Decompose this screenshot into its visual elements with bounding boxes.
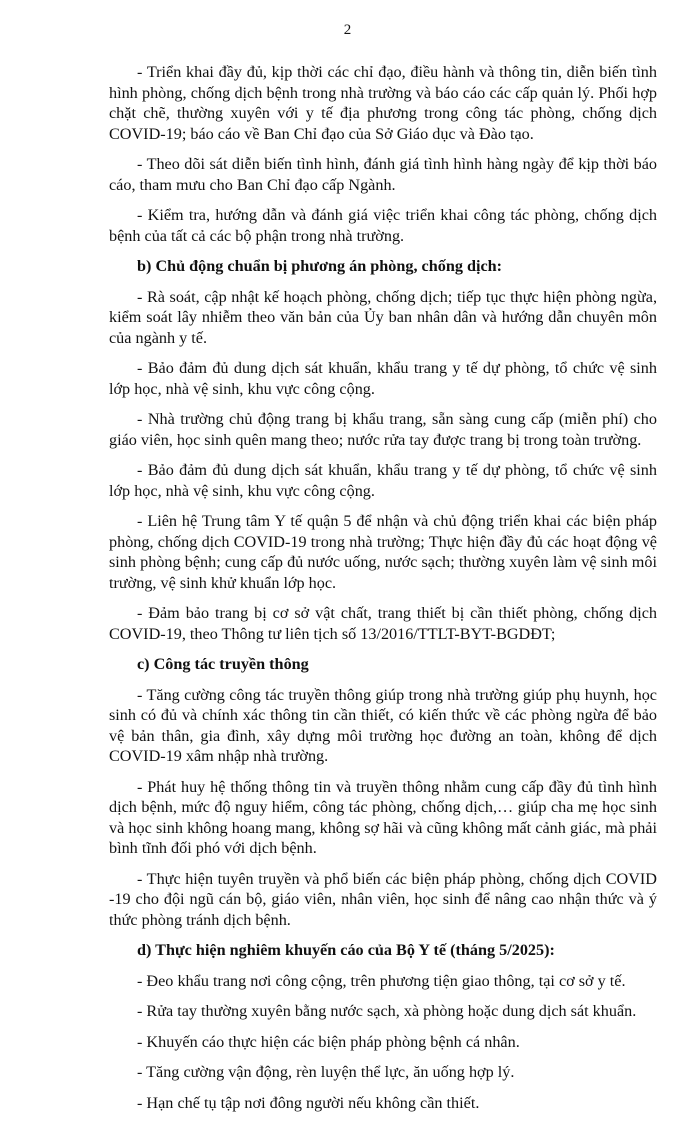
document-body [109,62,657,1123]
section-d-heading: d) Thực hiện nghiêm khuyến cáo của Bộ Y tế (tháng 5/2025): [137,941,555,959]
paragraph: - Bảo đảm đủ dung dịch sát khuẩn, khẩu trang y tế dự phòng, tổ chức vệ sinh lớp học, nhà vệ sinh, khu vực công cộng. [109,461,657,500]
paragraph: - Nhà trường chủ động trang bị khẩu trang, sẵn sàng cung cấp (miễn phí) cho giáo viên, học sinh quên mang theo; nước rửa tay được trang bị trong toàn trường. [109,410,657,449]
paragraph: - Bảo đảm đủ dung dịch sát khuẩn, khẩu trang y tế dự phòng, tổ chức vệ sinh lớp học, nhà vệ sinh, khu vực công cộng. [109,359,657,398]
paragraph: - Rà soát, cập nhật kế hoạch phòng, chống dịch; tiếp tục thực hiện phòng ngừa, kiểm soát lây nhiễm theo văn bản của Ủy ban nhân dân và hướng dẫn chuyên môn của ngành y tế. [109,287,657,347]
list-item: - Khuyến cáo thực hiện các biện pháp phòng bệnh cá nhân. [137,1032,520,1051]
paragraph: - Phát huy hệ thống thông tin và truyền thông nhằm cung cấp đầy đủ tình hình dịch bệnh, mức độ nguy hiểm, công tác phòng, chống dịch,… giúp cha mẹ học sinh và học sinh không hoang mang, không sợ hãi và cũng không mất cảnh giác, mà phải bình tĩnh đối phó với dịch bệnh. [109,777,657,857]
paragraph: - Liên hệ Trung tâm Y tế quận 5 để nhận và chủ động triển khai các biện pháp phòng, chống dịch COVID-19 trong nhà trường; Thực hiện đầy đủ các hoạt động vệ sinh phòng bệnh; cung cấp đủ nước uống, nước sạch; thường xuyên làm vệ sinh môi trường, vệ sinh khử khuẩn lớp học. [109,512,657,592]
paragraph: - Thực hiện tuyên truyền và phổ biến các biện pháp phòng, chống dịch COVID -19 cho đội ngũ cán bộ, giáo viên, nhân viên, học sinh để nâng cao nhận thức và ý thức phòng tránh dịch bệnh. [109,869,657,929]
page-number: 2 [343,22,352,38]
paragraph: - Đảm bảo trang bị cơ sở vật chất, trang thiết bị cần thiết phòng, chống dịch COVID-19, theo Thông tư liên tịch số 13/2016/TTLT-BYT-BGDĐT; [109,604,657,643]
section-c-heading: c) Công tác truyền thông [137,655,309,673]
paragraph: - Theo dõi sát diễn biến tình hình, đánh giá tình hình hàng ngày để kịp thời báo cáo, tham mưu cho Ban Chỉ đạo cấp Ngành. [109,155,657,194]
list-item: - Hạn chế tụ tập nơi đông người nếu không cần thiết. [137,1093,480,1112]
paragraph: - Tăng cường công tác truyền thông giúp trong nhà trường giúp phụ huynh, học sinh có đủ và chính xác thông tin cần thiết, có kiến thức về các phòng ngừa để bảo vệ bản thân, gia đình, xây dựng môi trường học đường an toàn, không để dịch COVID-19 xâm nhập nhà trường. [109,685,657,765]
list-item: - Tăng cường vận động, rèn luyện thể lực, ăn uống hợp lý. [137,1063,515,1081]
list-item: - Rửa tay thường xuyên bằng nước sạch, xà phòng hoặc dung dịch sát khuẩn. [137,1002,637,1020]
paragraph: - Kiểm tra, hướng dẫn và đánh giá việc triển khai công tác phòng, chống dịch bệnh của tất cả các bộ phận trong nhà trường. [109,206,657,245]
list-item: - Đeo khẩu trang nơi công cộng, trên phương tiện giao thông, tại cơ sở y tế. [137,971,626,990]
section-b-heading: b) Chủ động chuẩn bị phương án phòng, chống dịch: [137,257,503,275]
paragraph: - Triển khai đầy đủ, kịp thời các chỉ đạo, điều hành và thông tin, diễn biến tình hình phòng, chống dịch bệnh trong nhà trường và báo cáo các cấp quản lý. Phối hợp chặt chẽ, thường xuyên với y tế địa phương trong công tác phòng, chống dịch COVID-19; báo cáo về Ban Chỉ đạo của Sở Giáo dục và Đào tạo. [109,63,657,143]
